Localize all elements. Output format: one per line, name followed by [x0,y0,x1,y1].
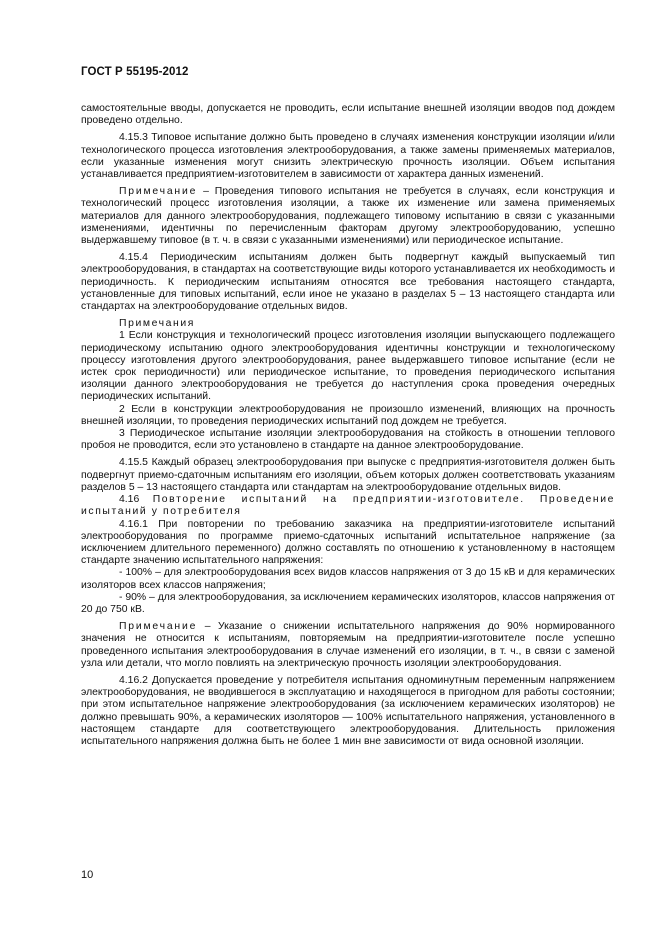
notes-heading: Примечания [119,318,195,330]
paragraph-4-16-2: 4.16.2 Допускается проведение у потребителя испытания одноминутным переменным напряжением электрооборудования, не вводившегося в эксплуатацию и находящегося в пригодном для работы состоянии; при этом испытательное напряжение электрооборудования (за исключением керамических изоляторов) не должно превышать 90%, а керамических изоляторов — 100% испытательного напряжения, установленного в настоящем стандарте для соответствующего электрооборудования. Длительность приложения испытательного напряжения должна быть не более 1 мин вне зависимости от вида основной изоляции. [81,674,615,747]
page-number: 10 [81,869,94,881]
note-item-2: 2 Если в конструкции электрооборудования не произошло изменений, влияющих на прочность внешней изоляции, то проведения периодических испытаний под дождем не требуется. [81,403,615,427]
paragraph-4-15-3: 4.15.3 Типовое испытание должно быть проведено в случаях изменения конструкции изоляции и/или технологического процесса изготовления электрооборудования, а также замены применяемых материалов, если указанные изменения могут снизить электрическую прочность изоляции. Объем испытания устанавливается предприятием-изготовителем в зависимости от характера данных изменений. [81,132,615,181]
note-text: – Указание о снижении испытательного напряжения до 90% нормированного значения не относится к испытаниям, повторяемым на предприятии-изготовителе после успешно проведенного испытания электрооборудования в случае изменений его изоляции, в т. ч., в связи с заменой узла или детали, что могло повлиять на электрическую прочность изоляции электрооборудования. [81,621,615,669]
note-label: Примечание [119,186,198,198]
section-number: 4.16 [119,494,153,506]
note-text: – Проведения типового испытания не требуется в случаях, если конструкция и технологический процесс изготовления изоляции, а также их изменение или замена применяемых материалов для данного электрооборудования, подлежащего типовому испытанию в связи с указанными изменениями, идентичны по перечисленным факторам другому электрооборудованию, успешно выдержавшему типовое (в т. ч. в связи с указанными изменениями) или периодическое испытание. [81,186,615,247]
list-item-90-percent: - 90% – для электрооборудования, за исключением керамических изоляторов, классов напряжения от 20 до 750 кВ. [81,591,615,615]
note-item-1: 1 Если конструкция и технологический процесс изготовления изоляции выпускающего подлежащего периодическому испытанию одного электрооборудования идентичны конструкции и технологическому процессу изготовления другого электрооборудования, ранее выдержавшего типовое испытание (если не истек срок периодичности) или периодическое испытание, то проведения периодического испытания изоляции данного электрооборудования не требуется до наступления срока проведения очередных периодических испытаний. [81,330,615,403]
paragraph-4-16-1: 4.16.1 При повторении по требованию заказчика на предприятии-изготовителе испытаний электрооборудования по программе приемо-сдаточных испытаний испытательное напряжение (за исключением длительного переменного) должно составлять по отношению к установленному в настоящем стандарте значению испытательного напряжения: [81,518,615,567]
paragraph-4-15-4: 4.15.4 Периодическим испытаниям должен быть подвергнут каждый выпускаемый тип электрооборудования, в стандартах на соответствующие виды которого устанавливается их необходимость и периодичность. К периодическим испытаниям относятся все требования настоящего стандарта, установленные для типовых испытаний, если иное не указано в разделах 5 – 13 настоящего стандарта или стандартах на электрооборудование отдельных видов. [81,252,615,313]
list-item-100-percent: - 100% – для электрооборудования всех видов классов напряжения от 3 до 15 кВ и для керамических изоляторов всех классов напряжения; [81,567,615,591]
note-voltage-reduction [81,621,615,670]
paragraph-4-15-5: 4.15.5 Каждый образец электрооборудования при выпуске с предприятия-изготовителя должен быть подвергнут приемо-сдаточным испытаниям его изоляции, объем которых должен соответствовать указаниям разделов 5 – 13 настоящего стандарта или стандартам на электрооборудование отдельных видов. [81,457,615,493]
note-typical-test [81,186,615,247]
note-item-3: 3 Периодическое испытание изоляции электрооборудования на стойкость в отношении теплового пробоя не проводится, если это установлено в стандарте на данное электрооборудование. [81,428,615,452]
document-header: ГОСТ Р 55195-2012 [81,66,189,78]
section-title: Повторение испытаний на предприятии-изготовителе. Проведение испытаний у потребителя [81,494,615,518]
section-heading-4-16 [81,494,615,518]
note-label: Примечание [119,621,198,633]
paragraph-continuation: самостоятельные вводы, допускается не проводить, если испытание внешней изоляции вводов под дождем проведено отдельно. [81,103,615,127]
document-body [81,103,615,748]
